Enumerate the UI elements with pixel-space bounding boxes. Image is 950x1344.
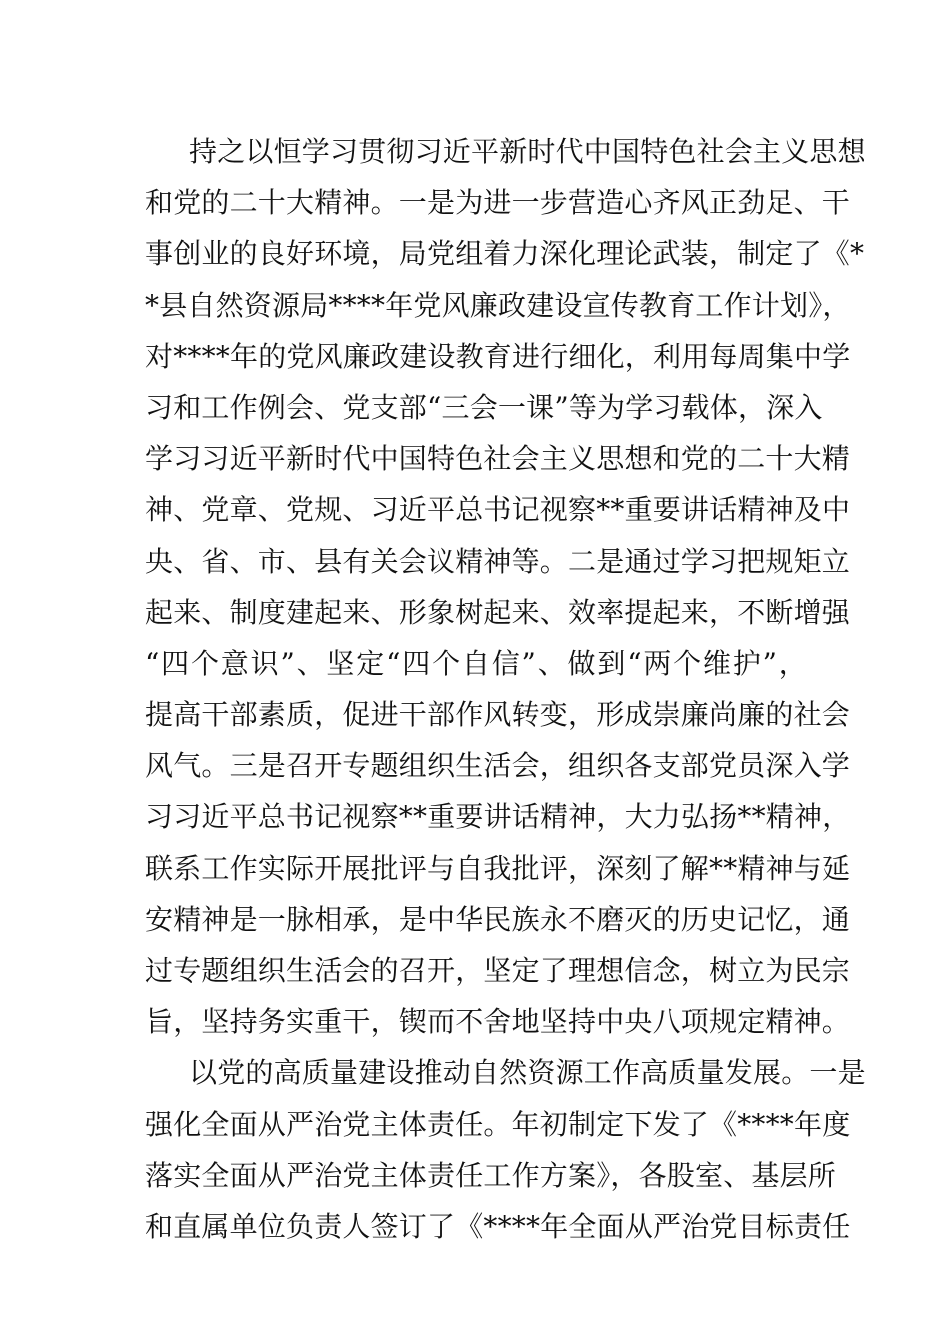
paragraph-1-line-14: 习习近平总书记视察**重要讲话精神，大力弘扬**精神， [145, 800, 851, 834]
paragraph-1-line-10: 起来、制度建起来、形象树起来、效率提起来，不断增强 [145, 595, 851, 629]
paragraph-1-line-9: 央、省、市、县有关会议精神等。二是通过学习把规矩立 [145, 544, 851, 578]
paragraph-1-line-2: 和党的二十大精神。一是为进一步营造心齐风正劲足、干 [145, 186, 851, 220]
paragraph-1-line-8: 神、党章、党规、习近平总书记视察**重要讲话精神及中 [145, 493, 851, 527]
document-body [145, 126, 866, 1252]
paragraph-1-line-15: 联系工作实际开展批评与自我批评，深刻了解**精神与延 [145, 851, 851, 885]
paragraph-1-line-17: 过专题组织生活会的召开，坚定了理想信念，树立为民宗 [145, 954, 851, 987]
paragraph-1-line-13: 风气。三是召开专题组织生活会，组织各支部党员深入学 [145, 749, 851, 783]
paragraph-1-line-11: “四个意识”、坚定“四个自信”、做到“两个维护”， [145, 646, 807, 680]
paragraph-1-line-5: 对****年的党风廉政建设教育进行细化，利用每周集中学 [145, 339, 851, 373]
paragraph-1-line-7: 学习习近平新时代中国特色社会主义思想和党的二十大精 [145, 442, 851, 476]
paragraph-2-line-4: 和直属单位负责人签订了《****年全面从严治党目标责任 [145, 1209, 851, 1243]
paragraph-1-line-4: *县自然资源局****年党风廉政建设宣传教育工作计划》， [145, 288, 851, 322]
paragraph-1-line-16: 安精神是一脉相承，是中华民族永不磨灭的历史记忆，通 [145, 902, 851, 936]
paragraph-1-line-3: 事创业的良好环境，局党组着力深化理论武装，制定了《* [145, 237, 865, 271]
paragraph-2-line-2: 强化全面从严治党主体责任。年初制定下发了《****年度 [145, 1107, 851, 1141]
paragraph-1-line-12: 提高干部素质，促进干部作风转变，形成崇廉尚廉的社会 [145, 698, 851, 732]
paragraph-1-line-18: 旨，坚持务实重干，锲而不舍地坚持中央八项规定精神。 [145, 1005, 851, 1039]
paragraph-2-line-3: 落实全面从严治党主体责任工作方案》，各股室、基层所 [145, 1158, 837, 1192]
paragraph-1-line-6: 习和工作例会、党支部“三会一课”等为学习载体，深入 [145, 390, 823, 424]
paragraph-2-line-1: 以党的高质量建设推动自然资源工作高质量发展。一是 [189, 1056, 866, 1090]
paragraph-1-line-1: 持之以恒学习贯彻习近平新时代中国特色社会主义思想 [189, 135, 866, 168]
